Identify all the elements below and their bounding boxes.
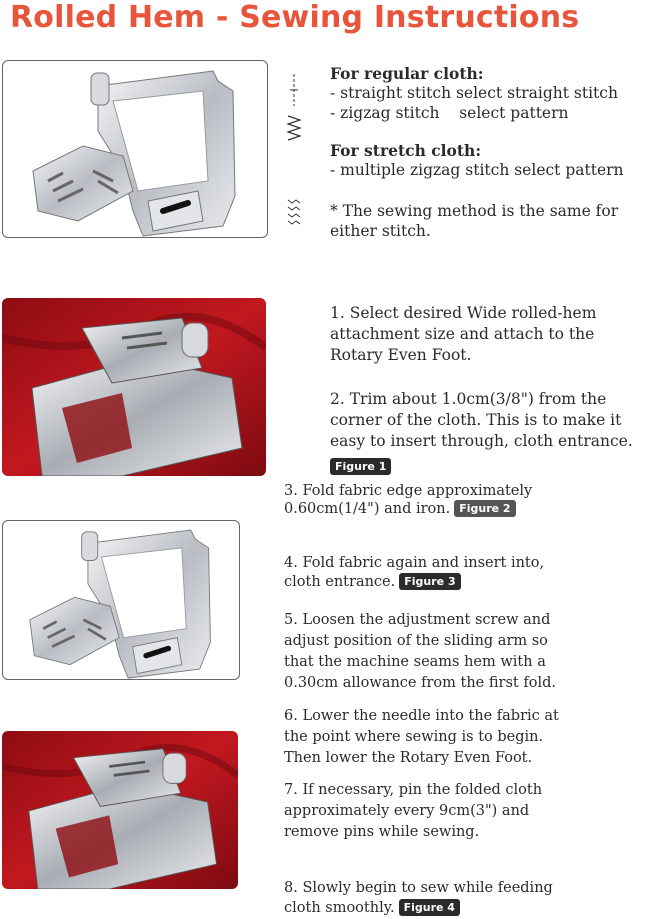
step-7-line-3: remove pins while sewing. [284, 824, 480, 840]
note-line-1: * The sewing method is the same for [330, 202, 619, 220]
stretch-zigzag-line: - multiple zigzag stitch select pattern [330, 161, 624, 179]
multi-zigzag-stitch-icon [288, 200, 300, 224]
step-3-line-2: 0.60cm(1/4") and iron. [284, 501, 451, 517]
figure-4-badge: Figure 4 [399, 899, 460, 916]
step-2-line-3: easy to insert through, cloth entrance. [330, 432, 633, 450]
stretch-cloth-heading: For stretch cloth: [330, 141, 482, 160]
step-1-line-2: attachment size and attach to the [330, 325, 595, 343]
regular-straight-line: - straight stitch select straight stitch [330, 84, 618, 102]
figure-1-badge: Figure 1 [330, 458, 391, 475]
step-7-line-2: approximately every 9cm(3") and [284, 803, 530, 819]
figure-2-badge: Figure 2 [454, 500, 515, 517]
step-5-line-2: adjust position of the sliding arm so [284, 633, 548, 649]
step-7-line-1: 7. If necessary, pin the folded cloth [284, 782, 543, 798]
step-6-line-3: Then lower the Rotary Even Foot. [284, 750, 533, 766]
step-6-line-1: 6. Lower the needle into the fabric at [284, 708, 559, 724]
note-line-2: either stitch. [330, 222, 431, 240]
zigzag-stitch-icon [288, 116, 300, 140]
step-4-line-2: cloth entrance. [284, 574, 396, 590]
step-2-line-2: corner of the cloth. This is to make it [330, 411, 622, 429]
presser-foot-on-fabric-photo-1 [2, 298, 266, 476]
step-6-line-2: the point where sewing is to begin. [284, 729, 544, 745]
presser-foot-photo-middle [2, 520, 240, 680]
figure-3-badge: Figure 3 [399, 573, 460, 590]
step-8-line-2: cloth smoothly. [284, 900, 395, 916]
page-title: Rolled Hem - Sewing Instructions [10, 0, 580, 35]
step-1-line-3: Rotary Even Foot. [330, 346, 472, 364]
presser-foot-photo-top [2, 60, 268, 238]
step-5-line-1: 5. Loosen the adjustment screw and [284, 612, 551, 628]
step-1-line-1: 1. Select desired Wide rolled-hem [330, 304, 597, 322]
presser-foot-on-fabric-photo-2 [2, 731, 238, 889]
step-2-line-1: 2. Trim about 1.0cm(3/8") from the [330, 390, 607, 408]
regular-zigzag-line: - zigzag stitch select pattern [330, 104, 569, 122]
step-5-line-3: that the machine seams hem with a [284, 654, 546, 670]
step-5-line-4: 0.30cm allowance from the first fold. [284, 675, 556, 691]
straight-stitch-icon [290, 74, 298, 106]
regular-cloth-heading: For regular cloth: [330, 64, 484, 83]
step-8-line-1: 8. Slowly begin to sew while feeding [284, 880, 553, 896]
step-3-line-1: 3. Fold fabric edge approximately [284, 483, 533, 499]
step-4-line-1: 4. Fold fabric again and insert into, [284, 555, 545, 571]
